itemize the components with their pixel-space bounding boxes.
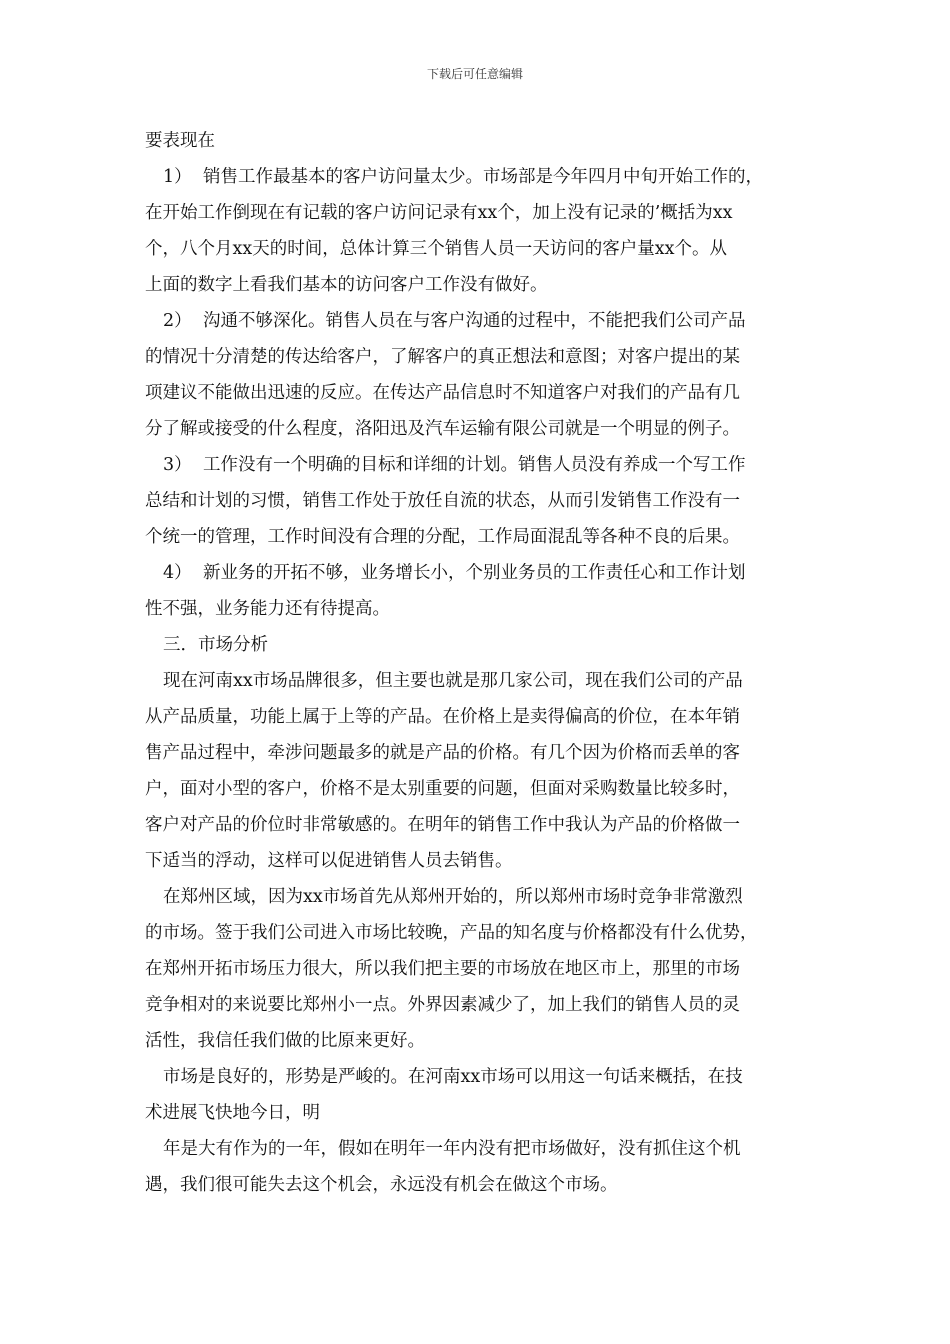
text-line [145, 951, 813, 987]
text-line [145, 807, 813, 843]
line-text: 的市场。签于我们公司进入市场比较晚，产品的知名度与价格都没有什么优势， [145, 923, 758, 943]
line-text: 分了解或接受的什么程度，洛阳迅及汽车运输有限公司就是一个明显的例子。 [145, 419, 740, 439]
line-text: 销售工作最基本的客户访问量太少。市场部是今年四月中旬开始工作的， [203, 167, 763, 187]
text-line [145, 627, 813, 663]
line-text: 沟通不够深化。销售人员在与客户沟通的过程中，不能把我们公司产品 [203, 311, 746, 331]
text-line [145, 735, 813, 771]
text-line [145, 267, 813, 303]
text-line [145, 159, 813, 195]
line-text: 个，八个月xx天的时间，总体计算三个销售人员一天访问的客户量xx个。从 [145, 239, 727, 259]
text-line [145, 879, 813, 915]
text-line [145, 231, 813, 267]
line-text: 在郑州开拓市场压力很大，所以我们把主要的市场放在地区市上，那里的市场 [145, 959, 740, 979]
text-line [145, 303, 813, 339]
text-line [145, 555, 813, 591]
line-text: 活性，我信任我们做的比原来更好。 [145, 1031, 425, 1051]
line-text: 三．市场分析 [163, 635, 268, 655]
line-text: 现在河南xx市场品牌很多，但主要也就是那几家公司，现在我们公司的产品 [163, 671, 743, 691]
line-text: 总结和计划的习惯，销售工作处于放任自流的状态，从而引发销售工作没有一 [145, 491, 740, 511]
line-text: 术进展飞快地今日，明 [145, 1103, 320, 1123]
text-line [145, 843, 813, 879]
text-line [145, 699, 813, 735]
text-line [145, 987, 813, 1023]
list-number: 1） [163, 167, 192, 187]
list-number: 3） [163, 455, 192, 475]
document-body [145, 123, 813, 1203]
text-line [145, 1131, 813, 1167]
line-text: 个统一的管理，工作时间没有合理的分配，工作局面混乱等各种不良的后果。 [145, 527, 740, 547]
line-text: 市场是良好的，形势是严峻的。在河南xx市场可以用这一句话来概括，在技 [163, 1067, 743, 1087]
line-text: 在郑州区域，因为xx市场首先从郑州开始的，所以郑州市场时竞争非常激烈 [163, 887, 743, 907]
line-text: 性不强，业务能力还有待提高。 [145, 599, 390, 619]
page-header: 下载后可任意编辑 [426, 67, 523, 81]
line-text: 售产品过程中，牵涉问题最多的就是产品的价格。有几个因为价格而丢单的客 [145, 743, 740, 763]
line-text: 竞争相对的来说要比郑州小一点。外界因素减少了，加上我们的销售人员的灵 [145, 995, 740, 1015]
list-number: 2） [163, 311, 192, 331]
text-line [145, 591, 813, 627]
line-text: 遇，我们很可能失去这个机会，永远没有机会在做这个市场。 [145, 1175, 618, 1195]
line-text: 的情况十分清楚的传达给客户，了解客户的真正想法和意图；对客户提出的某 [145, 347, 740, 367]
line-text: 年是大有作为的一年，假如在明年一年内没有把市场做好，没有抓住这个机 [163, 1139, 741, 1159]
text-line [145, 1095, 813, 1131]
text-line [145, 195, 813, 231]
text-line [145, 1059, 813, 1095]
line-text: 上面的数字上看我们基本的访问客户工作没有做好。 [145, 275, 548, 295]
text-line [145, 411, 813, 447]
text-line [145, 663, 813, 699]
line-text: 下适当的浮动，这样可以促进销售人员去销售。 [145, 851, 513, 871]
line-text: 要表现在 [145, 131, 215, 151]
line-text: 工作没有一个明确的目标和详细的计划。销售人员没有养成一个写工作 [203, 455, 746, 475]
text-line [145, 123, 813, 159]
line-text: 从产品质量，功能上属于上等的产品。在价格上是卖得偏高的价位，在本年销 [145, 707, 740, 727]
text-line [145, 483, 813, 519]
text-line [145, 771, 813, 807]
list-number: 4） [163, 563, 192, 583]
line-text: 户，面对小型的客户，价格不是太别重要的问题，但面对采购数量比较多时， [145, 779, 740, 799]
text-line [145, 447, 813, 483]
text-line [145, 339, 813, 375]
line-text: 项建议不能做出迅速的反应。在传达产品信息时不知道客户对我们的产品有几 [145, 383, 740, 403]
line-text: 客户对产品的价位时非常敏感的。在明年的销售工作中我认为产品的价格做一 [145, 815, 740, 835]
line-text: 在开始工作倒现在有记载的客户访问记录有xx个，加上没有记录的’概括为xx [145, 203, 733, 223]
text-line [145, 519, 813, 555]
text-line [145, 1023, 813, 1059]
text-line [145, 375, 813, 411]
text-line [145, 1167, 813, 1203]
text-line [145, 915, 813, 951]
line-text: 新业务的开拓不够，业务增长小，个别业务员的工作责任心和工作计划 [203, 563, 746, 583]
